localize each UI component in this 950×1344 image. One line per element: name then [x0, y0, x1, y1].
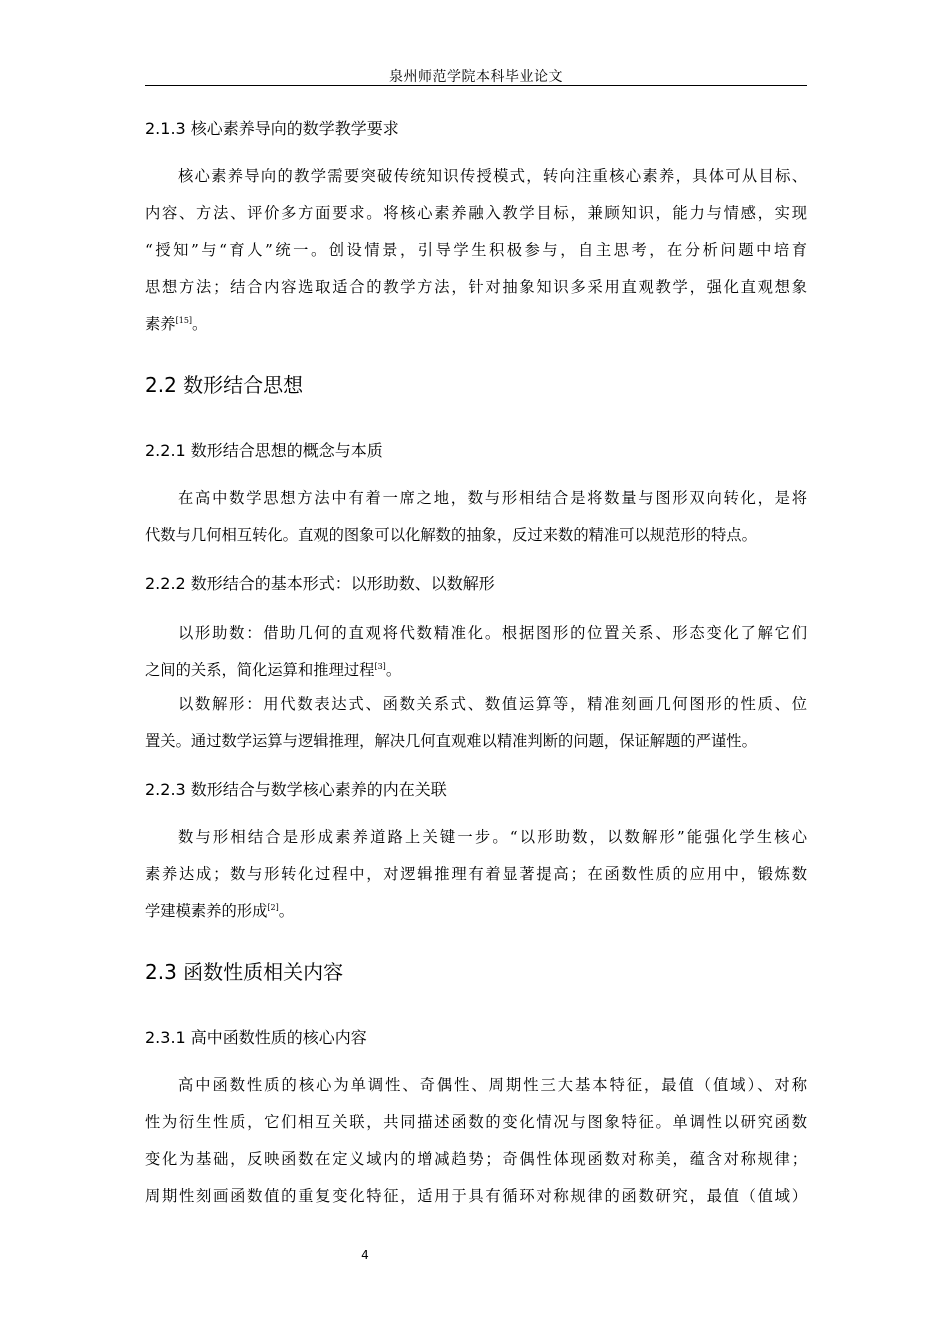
section-heading-2-2-2: 2.2.2 数形结合的基本形式：以形助数、以数解形	[145, 574, 495, 593]
citation-3: [3]	[374, 662, 386, 671]
paragraph-line: 在高中数学思想方法中有着一席之地，数与形相结合是将数量与图形双向转化，是将	[178, 489, 807, 507]
paragraph-line: 代数与几何相互转化。直观的图象可以化解数的抽象，反过来数的精准可以规范形的特点。	[145, 526, 757, 544]
paragraph-line: 性为衍生性质，它们相互关联，共同描述函数的变化情况与图象特征。单调性以研究函数	[145, 1113, 807, 1131]
paragraph-line: 内容、方法、评价多方面要求。将核心素养融入教学目标，兼顾知识，能力与情感，实现	[145, 204, 807, 222]
paragraph-2-1-3	[145, 158, 807, 343]
paragraph-line	[145, 306, 807, 343]
section-heading-2-2-3: 2.2.3 数形结合与数学核心素养的内在关联	[145, 780, 447, 799]
paragraph-line: 以数解形：用代数表达式、函数关系式、数值运算等，精准刻画几何图形的性质、位	[178, 695, 807, 713]
paragraph-line: 核心素养导向的教学需要突破传统知识传授模式，转向注重核心素养，具体可从目标、	[178, 167, 807, 185]
paragraph-2-2-2-b	[145, 686, 807, 760]
paragraph-line: 以形助数：借助几何的直观将代数精准化。根据图形的位置关系、形态变化了解它们	[178, 624, 807, 642]
citation-2: [2]	[267, 903, 279, 912]
section-heading-2-3: 2.3 函数性质相关内容	[145, 960, 344, 984]
paragraph-line: “授知”与“育人”统一。创设情景，引导学生积极参与，自主思考，在分析问题中培育	[145, 241, 807, 259]
section-heading-2-3-1: 2.3.1 高中函数性质的核心内容	[145, 1028, 367, 1047]
paragraph-line: 周期性刻画函数值的重复变化特征，适用于具有循环对称规律的函数研究，最值（值域）	[145, 1187, 807, 1205]
section-heading-2-2: 2.2 数形结合思想	[145, 373, 304, 397]
page-header-title: 泉州师范学院本科毕业论文	[389, 69, 563, 85]
section-heading-2-2-1: 2.2.1 数形结合思想的概念与本质	[145, 441, 383, 460]
line-end: 。	[278, 902, 295, 920]
paragraph-line: 变化为基础，反映函数在定义域内的增减趋势；奇偶性体现函数对称美，蕴含对称规律；	[145, 1150, 807, 1168]
citation-15: [15]	[175, 316, 193, 325]
paragraph-line	[145, 893, 807, 930]
paragraph-line: 数与形相结合是形成素养道路上关键一步。“以形助数，以数解形”能强化学生核心	[178, 828, 807, 846]
paragraph-2-2-3	[145, 819, 807, 930]
line-end: 。	[385, 661, 402, 679]
paragraph-line: 高中函数性质的核心为单调性、奇偶性、周期性三大基本特征，最值（值域）、对称	[178, 1076, 807, 1094]
paragraph-2-2-1	[145, 480, 807, 554]
paragraph-line: 置关。通过数学运算与逻辑推理，解决几何直观难以精准判断的问题，保证解题的严谨性。	[145, 732, 757, 750]
line-text: 素养	[145, 315, 176, 333]
line-text: 学建模素养的形成	[145, 902, 268, 920]
page-number: 4	[361, 1248, 369, 1262]
paragraph-line: 素养达成；数与形转化过程中，对逻辑推理有着显著提高；在函数性质的应用中，锻炼数	[145, 865, 807, 883]
paragraph-2-2-2-a	[145, 615, 807, 689]
paragraph-line	[145, 652, 807, 689]
paragraph-line: 思想方法；结合内容选取适合的教学方法，针对抽象知识多采用直观教学，强化直观想象	[145, 278, 807, 296]
line-end: 。	[192, 315, 208, 333]
header-rule	[145, 85, 807, 86]
line-text: 之间的关系，简化运算和推理过程	[145, 661, 375, 679]
section-heading-2-1-3: 2.1.3 核心素养导向的数学教学要求	[145, 119, 399, 138]
paragraph-2-3-1	[145, 1067, 807, 1215]
